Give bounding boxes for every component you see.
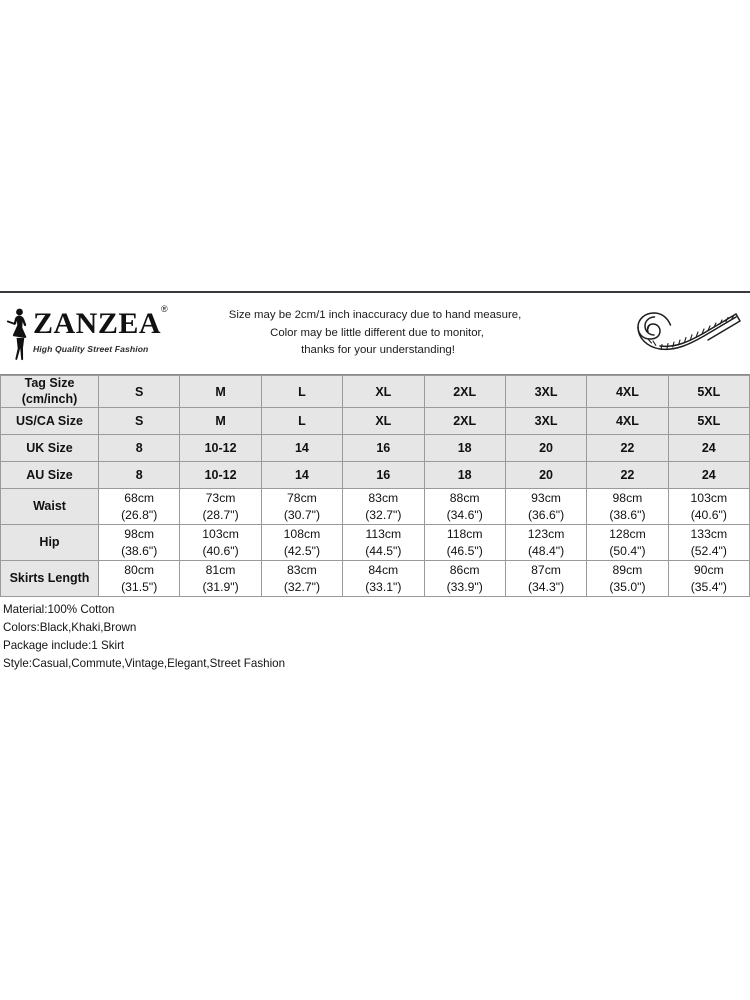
cell-tag-size-1: M xyxy=(180,376,261,408)
row-label-us-ca-size: US/CA Size xyxy=(1,408,99,435)
table-row-hip xyxy=(1,525,750,561)
cell-waist-0 xyxy=(99,489,180,525)
skirts-cm-1: 81cm xyxy=(205,563,236,578)
cell-skirts-7 xyxy=(668,561,749,597)
chart-header-banner xyxy=(0,291,750,375)
cell-waist-6 xyxy=(587,489,668,525)
row-label-uk-size: UK Size xyxy=(1,435,99,462)
hip-cm-4: 118cm xyxy=(446,527,483,542)
skirts-in-5: (34.3") xyxy=(527,579,565,594)
registered-mark: ® xyxy=(161,304,169,315)
table-row-au-size xyxy=(1,462,750,489)
size-table xyxy=(0,375,750,597)
detail-package: Package include:1 Skirt xyxy=(3,638,125,652)
table-row-tag-size xyxy=(1,376,750,408)
cell-waist-7 xyxy=(668,489,749,525)
notice-line-1: Size may be 2cm/1 inch inaccuracy due to hand measure, xyxy=(228,308,522,321)
tag-size-label-line2: (cm/inch) xyxy=(21,391,78,406)
cell-skirts-4 xyxy=(424,561,505,597)
skirts-in-1: (31.9") xyxy=(202,579,239,594)
cell-uk-1: 10-12 xyxy=(180,435,261,462)
waist-in-1: (28.7") xyxy=(202,507,239,522)
skirts-cm-3: 84cm xyxy=(368,563,399,578)
cell-waist-4 xyxy=(424,489,505,525)
waist-cm-2: 78cm xyxy=(287,491,317,506)
hip-in-2: (42.5") xyxy=(283,543,321,558)
tape-measure-icon xyxy=(620,292,750,376)
table-row-us-ca-size xyxy=(1,408,750,435)
cell-us-ca-6: 4XL xyxy=(587,408,668,435)
waist-in-6: (38.6") xyxy=(609,507,646,522)
cell-uk-7: 24 xyxy=(668,435,749,462)
cell-hip-4 xyxy=(424,525,505,561)
cell-au-2: 14 xyxy=(261,462,342,489)
cell-hip-0 xyxy=(99,525,180,561)
cell-us-ca-2: L xyxy=(261,408,342,435)
detail-material: Material:100% Cotton xyxy=(3,603,115,616)
detail-colors: Colors:Black,Khaki,Brown xyxy=(3,620,137,634)
hip-cm-6: 128cm xyxy=(609,527,646,542)
hip-in-4: (46.5") xyxy=(446,543,483,558)
cell-hip-5 xyxy=(505,525,586,561)
skirts-cm-4: 86cm xyxy=(449,563,480,578)
waist-cm-7: 103cm xyxy=(690,491,728,506)
waist-cm-1: 73cm xyxy=(205,491,236,506)
skirts-cm-6: 89cm xyxy=(612,563,643,578)
hip-cm-2: 108cm xyxy=(283,527,321,542)
waist-in-0: (26.8") xyxy=(121,507,158,522)
waist-cm-6: 98cm xyxy=(612,491,643,506)
skirts-in-3: (33.1") xyxy=(365,579,402,594)
hip-in-6: (50.4") xyxy=(609,543,646,558)
cell-uk-0: 8 xyxy=(99,435,180,462)
cell-us-ca-0: S xyxy=(99,408,180,435)
cell-waist-3 xyxy=(343,489,424,525)
cell-tag-size-4: 2XL xyxy=(424,376,505,408)
cell-tag-size-3: XL xyxy=(343,376,424,408)
row-label-hip: Hip xyxy=(1,525,99,561)
waist-in-5: (36.6") xyxy=(527,507,565,522)
cell-us-ca-4: 2XL xyxy=(424,408,505,435)
skirts-cm-5: 87cm xyxy=(531,563,561,578)
skirts-in-2: (32.7") xyxy=(283,579,321,594)
row-label-tag-size xyxy=(1,376,99,408)
hip-cm-5: 123cm xyxy=(527,527,565,542)
cell-tag-size-2: L xyxy=(261,376,342,408)
cell-uk-5: 20 xyxy=(505,435,586,462)
skirts-in-4: (33.9") xyxy=(446,579,483,594)
product-details xyxy=(0,601,750,673)
waist-in-7: (40.6") xyxy=(690,507,727,522)
cell-waist-1 xyxy=(180,489,261,525)
waist-in-3: (32.7") xyxy=(365,507,402,522)
woman-silhouette-icon xyxy=(6,307,32,361)
cell-au-7: 24 xyxy=(668,462,749,489)
waist-cm-0: 68cm xyxy=(124,491,155,506)
cell-us-ca-3: XL xyxy=(343,408,424,435)
cell-waist-5 xyxy=(505,489,586,525)
notice-line-3: thanks for your understanding! xyxy=(301,344,455,357)
row-label-skirts-length: Skirts Length xyxy=(1,561,99,597)
skirts-cm-2: 83cm xyxy=(287,563,317,578)
hip-in-7: (52.4") xyxy=(690,543,727,558)
cell-skirts-5 xyxy=(505,561,586,597)
cell-us-ca-5: 3XL xyxy=(505,408,586,435)
cell-au-0: 8 xyxy=(99,462,180,489)
cell-uk-6: 22 xyxy=(587,435,668,462)
waist-cm-3: 83cm xyxy=(368,491,399,506)
cell-au-3: 16 xyxy=(343,462,424,489)
waist-cm-4: 88cm xyxy=(449,491,480,506)
cell-au-5: 20 xyxy=(505,462,586,489)
hip-in-5: (48.4") xyxy=(527,543,565,558)
hip-cm-7: 133cm xyxy=(690,527,728,542)
skirts-in-6: (35.0") xyxy=(609,579,646,594)
brand-name: ZANZEA® xyxy=(33,304,169,341)
cell-hip-1 xyxy=(180,525,261,561)
cell-tag-size-0: S xyxy=(99,376,180,408)
skirts-cm-7: 90cm xyxy=(693,563,724,578)
waist-cm-5: 93cm xyxy=(531,491,561,506)
notice-line-2: Color may be little different due to monitor, xyxy=(270,326,484,339)
brand-tagline: High Quality Street Fashion xyxy=(33,343,149,354)
hip-in-1: (40.6") xyxy=(202,543,239,558)
brand-logo xyxy=(0,304,169,361)
waist-in-4: (34.6") xyxy=(446,507,483,522)
row-label-waist: Waist xyxy=(1,489,99,525)
cell-uk-3: 16 xyxy=(343,435,424,462)
skirts-in-0: (31.5") xyxy=(121,579,158,594)
table-row-waist xyxy=(1,489,750,525)
cell-tag-size-5: 3XL xyxy=(505,376,586,408)
cell-uk-4: 18 xyxy=(424,435,505,462)
cell-hip-2 xyxy=(261,525,342,561)
waist-in-2: (30.7") xyxy=(283,507,321,522)
tag-size-label-line1: Tag Size xyxy=(24,376,75,391)
cell-au-4: 18 xyxy=(424,462,505,489)
cell-waist-2 xyxy=(261,489,342,525)
cell-skirts-6 xyxy=(587,561,668,597)
cell-hip-3 xyxy=(343,525,424,561)
cell-skirts-3 xyxy=(343,561,424,597)
skirts-in-7: (35.4") xyxy=(690,579,727,594)
cell-hip-7 xyxy=(668,525,749,561)
cell-skirts-1 xyxy=(180,561,261,597)
cell-tag-size-6: 4XL xyxy=(587,376,668,408)
cell-skirts-0 xyxy=(99,561,180,597)
cell-skirts-2 xyxy=(261,561,342,597)
cell-us-ca-1: M xyxy=(180,408,261,435)
detail-style: Style:Casual,Commute,Vintage,Elegant,Street Fashion xyxy=(3,656,286,670)
hip-cm-0: 98cm xyxy=(124,527,155,542)
cell-au-1: 10-12 xyxy=(180,462,261,489)
cell-hip-6 xyxy=(587,525,668,561)
table-row-uk-size xyxy=(1,435,750,462)
table-row-skirts-length xyxy=(1,561,750,597)
hip-in-3: (44.5") xyxy=(365,543,402,558)
cell-au-6: 22 xyxy=(587,462,668,489)
size-chart xyxy=(0,291,750,597)
cell-uk-2: 14 xyxy=(261,435,342,462)
hip-cm-1: 103cm xyxy=(202,527,239,542)
row-label-au-size: AU Size xyxy=(1,462,99,489)
measurement-notice xyxy=(160,307,620,360)
hip-in-0: (38.6") xyxy=(121,543,158,558)
hip-cm-3: 113cm xyxy=(365,527,402,542)
skirts-cm-0: 80cm xyxy=(124,563,155,578)
cell-tag-size-7: 5XL xyxy=(668,376,749,408)
cell-us-ca-7: 5XL xyxy=(668,408,749,435)
